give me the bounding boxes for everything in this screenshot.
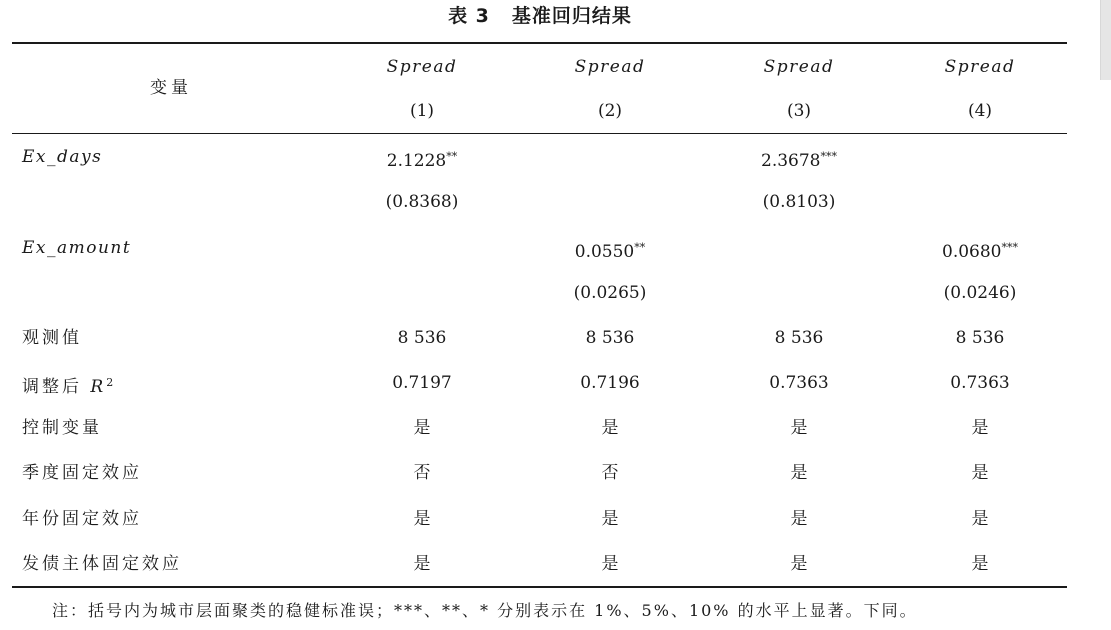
table-number: 表 3 (448, 5, 490, 27)
column-number-2: (2) (597, 101, 623, 121)
table-caption: 基准回归结果 (511, 5, 632, 27)
controls-value-1: 是 (413, 418, 431, 438)
table-title (0, 2, 1080, 30)
bottom-rule (12, 586, 1067, 588)
year-fe-value-1: 是 (413, 509, 431, 529)
significance-stars: *** (820, 150, 837, 163)
stub-header: 变量 (150, 78, 192, 98)
row-label-adjusted-r2 (22, 371, 116, 399)
quarter-fe-value-1: 否 (413, 463, 431, 483)
dep-var-header-4: Spread (944, 57, 1016, 77)
row-label-observations: 观测值 (22, 328, 82, 348)
column-number-1: (1) (409, 101, 435, 121)
row-label-quarter-fe: 季度固定效应 (22, 463, 142, 483)
row-label-controls: 控制变量 (22, 418, 102, 438)
adj-r2-superscript: 2 (106, 376, 117, 389)
row-label-issuer-fe: 发债主体固定效应 (22, 554, 182, 574)
obs-value-1: 8 536 (397, 328, 447, 348)
ex-days-se-3: (0.8103) (762, 192, 836, 212)
issuer-fe-value-3: 是 (790, 554, 808, 574)
issuer-fe-value-1: 是 (413, 554, 431, 574)
coef-value: 0.0550 (574, 242, 635, 262)
scrollbar-thumb[interactable] (1100, 0, 1111, 80)
controls-value-3: 是 (790, 418, 808, 438)
adj-r2-value-3: 0.7363 (769, 373, 829, 393)
quarter-fe-value-3: 是 (790, 463, 808, 483)
dep-var-header-3: Spread (763, 57, 835, 77)
adj-r2-value-4: 0.7363 (950, 373, 1010, 393)
row-label-year-fe: 年份固定效应 (22, 509, 142, 529)
year-fe-value-3: 是 (790, 509, 808, 529)
obs-value-2: 8 536 (585, 328, 635, 348)
dep-var-header-1: Spread (386, 57, 458, 77)
row-label-ex-amount: Ex_amount (22, 238, 132, 258)
adj-r2-prefix: 调整后 (22, 377, 91, 397)
table-note: 注：括号内为城市层面聚类的稳健标准误；***、**、* 分别表示在 1%、5%、10% 的水平上显著。下同。 (52, 601, 918, 620)
top-rule (12, 42, 1067, 44)
adj-r2-value-2: 0.7196 (580, 373, 640, 393)
year-fe-value-2: 是 (601, 509, 619, 529)
dep-var-header-2: Spread (574, 57, 646, 77)
coef-value: 2.1228 (386, 151, 447, 171)
adj-r2-variable: R (90, 377, 107, 397)
ex-amount-se-2: (0.0265) (573, 283, 647, 303)
ex-days-se-1: (0.8368) (385, 192, 459, 212)
ex-days-coef-1 (327, 145, 517, 173)
significance-stars: ** (446, 150, 458, 163)
quarter-fe-value-2: 否 (601, 463, 619, 483)
issuer-fe-value-2: 是 (601, 554, 619, 574)
column-number-3: (3) (786, 101, 812, 121)
issuer-fe-value-4: 是 (971, 554, 989, 574)
significance-stars: ** (634, 241, 646, 254)
coef-value: 2.3678 (761, 151, 821, 171)
ex-days-coef-3 (704, 145, 894, 173)
controls-value-4: 是 (971, 418, 989, 438)
controls-value-2: 是 (601, 418, 619, 438)
row-label-ex-days: Ex_days (22, 147, 103, 167)
coef-value: 0.0680 (942, 242, 1002, 262)
header-rule (12, 133, 1067, 134)
adj-r2-value-1: 0.7197 (392, 373, 452, 393)
column-number-4: (4) (967, 101, 993, 121)
year-fe-value-4: 是 (971, 509, 989, 529)
quarter-fe-value-4: 是 (971, 463, 989, 483)
ex-amount-coef-4 (885, 236, 1075, 264)
obs-value-4: 8 536 (955, 328, 1005, 348)
significance-stars: *** (1001, 241, 1018, 254)
obs-value-3: 8 536 (774, 328, 824, 348)
ex-amount-se-4: (0.0246) (943, 283, 1017, 303)
ex-amount-coef-2 (515, 236, 705, 264)
